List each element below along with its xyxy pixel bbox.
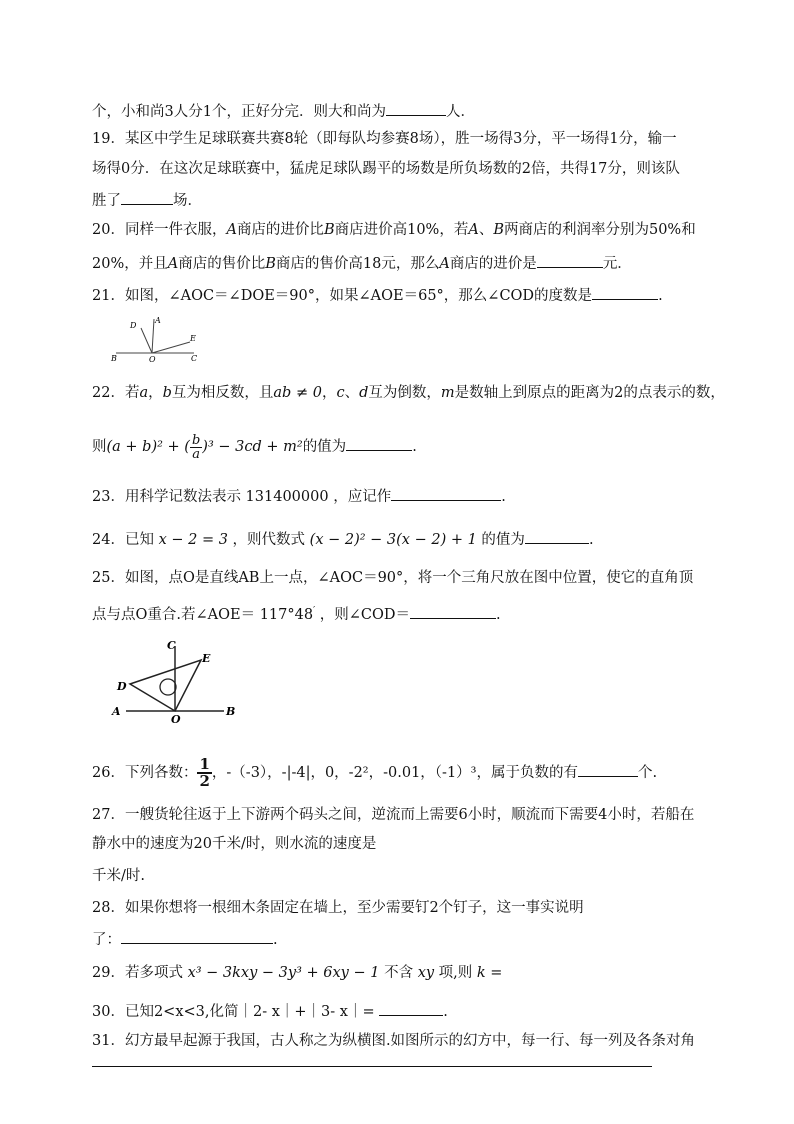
q22-t5: 、 (344, 385, 360, 401)
q25-post: . (496, 606, 501, 623)
q18-text: 个，小和尚3人分1个，正好分完．则大和尚为 (92, 104, 386, 120)
q20b-A: A (167, 256, 179, 272)
fig21-label-A: A (155, 316, 161, 325)
q20b-t1: 20%，并且 (92, 256, 168, 272)
q29-expr: x³ − 3kxy − 3y³ + 6xy − 1 (187, 965, 380, 981)
q20-t5: 两商店的利润率分别为50%和 (503, 222, 696, 238)
q22-t6: 互为倒数， (368, 385, 441, 401)
q24-pre: 24．已知 (92, 532, 159, 548)
fig21-label-D: D (130, 321, 137, 330)
q20b-A2: A (439, 256, 450, 272)
fig21-ray-OD (141, 328, 152, 353)
q26-post: 个. (638, 765, 658, 781)
q28-line1 (92, 898, 584, 918)
q22-a: a (139, 385, 149, 401)
q29-post: 项,则 (434, 965, 477, 981)
q18-answer-blank[interactable] (386, 100, 446, 116)
q20-B: B (323, 222, 335, 238)
q25-text1: 25．如图，点O是直线AB上一点，∠AOC＝90°，将一个三角尺放在图中位置，使它的直角顶 (92, 570, 694, 586)
q23-answer-blank[interactable] (391, 485, 501, 501)
q19-text1: 19．某区中学生足球联赛共赛8轮（即每队均参赛8场），胜一场得3分，平一场得1分，输一 (92, 131, 677, 147)
q20b-B: B (265, 256, 276, 272)
fig25-triangle-hole (160, 679, 176, 695)
q27-line1 (92, 805, 694, 825)
q20-line2 (92, 252, 632, 274)
q25-mid: ，则∠COD＝ (315, 606, 410, 623)
q22-t3: 互为相反数，且 (171, 385, 274, 401)
q20-t2: 商店的进价比 (236, 222, 324, 238)
fig21-label-E: E (190, 334, 196, 343)
q31-line (92, 1031, 695, 1051)
q30-text: 30．已知2<x<3,化简｜2- x｜+｜3- x｜= (92, 1004, 380, 1020)
q26-frac-den: 2 (199, 772, 210, 790)
q25-answer-blank[interactable] (410, 603, 496, 619)
fig25-triangle (130, 660, 201, 711)
q20-A2: A (468, 222, 479, 238)
q25-pre: 点与点O重合.若∠AOE＝ 117°48 (92, 606, 314, 623)
q23-post: . (501, 489, 506, 505)
q18-text-end: 人． (445, 104, 475, 120)
q24-mid: ，则代数式 (227, 532, 310, 548)
q20-t4: 、 (478, 222, 494, 238)
q22-answer-blank[interactable] (346, 435, 412, 451)
q31-text: 31．幻方最早起源于我国，古人称之为纵横图.如图所示的幻方中，每一行、每一列及各条对角 (92, 1033, 696, 1049)
fig21-label-B: B (111, 354, 117, 363)
fig21-label-C: C (191, 354, 198, 363)
q19-line3 (92, 189, 202, 211)
q29-pre: 29．若多项式 (92, 965, 188, 981)
q22-t2: ， (148, 385, 163, 401)
q22b-post1: 的值为 (302, 439, 347, 455)
fig21-ray-OA (152, 319, 154, 353)
q22-line1 (92, 383, 725, 403)
q20b-t4: 商店的进价是 (449, 256, 537, 272)
q26-mid: ，-（-3），-|-4|，0，-2²，-0.01，（-1）³，属于负数的有 (211, 765, 578, 781)
q20-t3: 商店进价高10%，若 (334, 222, 469, 238)
q24-line (92, 528, 594, 550)
q27-line3 (92, 866, 145, 886)
q22-line2 (92, 432, 417, 462)
q28-pre: 了： (92, 932, 121, 948)
q22b-post2: . (412, 439, 417, 455)
fig25-label-A: A (112, 705, 121, 718)
q30-post: . (443, 1004, 448, 1020)
q28-line2 (92, 928, 278, 950)
q26-answer-blank[interactable] (578, 761, 638, 777)
q18-continuation (92, 100, 475, 122)
q26-pre: 26．下列各数： (92, 765, 198, 781)
q30-line (92, 1000, 448, 1022)
q21-text: 21．如图，∠AOC＝∠DOE＝90°，如果∠AOE＝65°，那么∠COD的度数是 (92, 288, 593, 304)
q22b-fraction (190, 434, 202, 461)
q22-c: c (336, 385, 345, 401)
q21-answer-blank[interactable] (592, 284, 658, 300)
q22-t4: ， (321, 385, 337, 401)
q22b-frac-den: a (192, 446, 200, 462)
q20-answer-blank[interactable] (537, 252, 603, 268)
q20-line1 (92, 220, 696, 240)
q20b-t2: 商店的售价比 (178, 256, 266, 272)
q19-text2: 场得0分．在这次足球联赛中，猛虎足球队踢平的场数是所负场数的2倍，共得17分，则该队 (92, 161, 680, 177)
q19-text3: 胜了 (92, 193, 121, 209)
q29-k: k = (476, 965, 503, 981)
q20b-post: 元． (602, 256, 632, 272)
q24-expr1: x − 2 = 3 (158, 532, 228, 548)
q22b-pre: 则 (92, 439, 107, 455)
q22-t1: 22．若 (92, 385, 140, 401)
q22-m: m (440, 385, 455, 401)
q27-text1: 27．一艘货轮往返于上下游两个码头之间，逆流而上需要6小时，顺流而下需要4小时，若船在 (92, 807, 695, 823)
q22b-expr1: (a + b)² + ( (106, 439, 190, 455)
q22b-expr2: )³ − 3cd + m² (202, 439, 303, 455)
q20b-t3: 商店的售价高18元，那么 (275, 256, 440, 272)
q20-B2: B (493, 222, 504, 238)
q21-line (92, 284, 663, 306)
q25-figure (108, 636, 248, 726)
q24-post2: . (588, 532, 594, 548)
q30-answer-blank[interactable] (379, 1000, 443, 1016)
fig25-label-O: O (171, 713, 181, 726)
q28-answer-blank[interactable] (121, 928, 273, 944)
q25-line2 (92, 601, 501, 625)
q20-t1: 20．同样一件衣服， (92, 222, 227, 238)
fig25-label-D: D (117, 680, 127, 693)
q20-A: A (226, 222, 237, 238)
q25-prime: ′ (313, 606, 316, 616)
fig25-label-C: C (167, 639, 176, 652)
q28-post: . (273, 932, 278, 948)
q27-text3: 千米/时. (92, 868, 145, 884)
q23-text: 23．用科学记数法表示 131400000 ，应记作 (92, 489, 392, 505)
q22-d: d (359, 385, 369, 401)
q27-text2: 静水中的速度为20千米/时，则水流的速度是 (92, 836, 377, 852)
fig25-label-E: E (202, 652, 211, 665)
q22-t7: 是数轴上到原点的距离为2的点表示的数， (454, 385, 725, 401)
q26-fraction (197, 757, 211, 789)
q19-line1 (92, 129, 677, 149)
q29-mid: 不含 (379, 965, 418, 981)
q25-line1 (92, 568, 693, 588)
q26-frac-num: 1 (199, 755, 210, 773)
q23-line (92, 485, 506, 507)
fig25-label-B: B (226, 705, 236, 718)
q21-post: . (658, 288, 663, 304)
q27-line2 (92, 834, 376, 854)
q19-line2 (92, 159, 680, 179)
q26-line (92, 757, 657, 789)
q22-b: b (162, 385, 172, 401)
q24-post1: 的值为 (476, 532, 525, 548)
q29-line (92, 963, 502, 983)
q29-xy: xy (417, 965, 435, 981)
q21-figure (108, 314, 208, 366)
footer-rule (92, 1066, 652, 1067)
q19-text3-end: 场． (173, 193, 202, 209)
q28-text1: 28．如果你想将一根细木条固定在墙上，至少需要钉2个钉子，这一事实说明 (92, 900, 584, 916)
q19-answer-blank[interactable] (121, 189, 173, 205)
fig21-ray-OE (152, 342, 190, 353)
fig21-label-O: O (149, 355, 156, 364)
q22-ab: ab ≠ 0 (273, 385, 322, 401)
q24-answer-blank[interactable] (525, 528, 589, 544)
q24-expr2: (x − 2)² − 3(x − 2) + 1 (309, 532, 477, 548)
q22b-frac-num: b (191, 432, 201, 448)
